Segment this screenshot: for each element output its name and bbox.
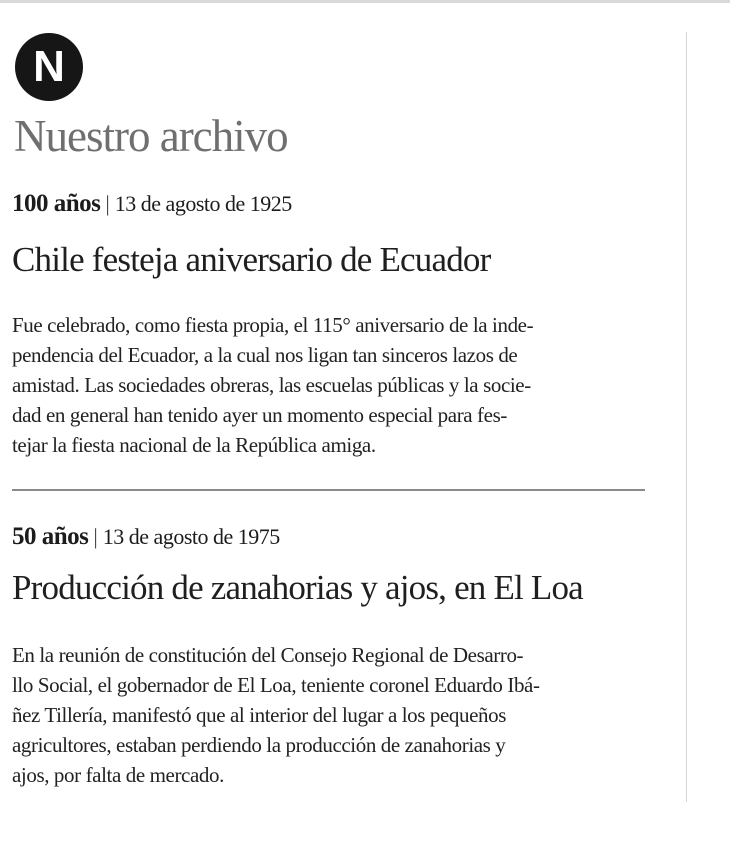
kicker-separator: | <box>105 191 110 216</box>
body-line: Fue celebrado, como fiesta propia, el 115° aniversario de la inde- <box>12 313 534 337</box>
article-kicker <box>12 523 280 551</box>
body-line: tejar la fiesta nacional de la República amiga. <box>12 433 376 457</box>
kicker-years: 50 años <box>12 523 89 550</box>
article-body <box>12 310 647 460</box>
body-line: ñez Tillería, manifestó que al interior del lugar a los pequeños <box>12 703 507 727</box>
body-line: amistad. Las sociedades obreras, las escuelas públicas y la socie- <box>12 373 531 397</box>
article-date: 13 de agosto de 1975 <box>102 524 280 549</box>
body-line: dad en general han tenido ayer un momento especial para fes- <box>12 403 507 427</box>
body-line: pendencia del Ecuador, a la cual nos ligan tan sinceros lazos de <box>12 343 518 367</box>
article-body <box>12 640 647 790</box>
article-kicker <box>12 190 292 218</box>
article-date: 13 de agosto de 1925 <box>114 191 292 216</box>
body-line: llo Social, el gobernador de El Loa, teniente coronel Eduardo Ibá- <box>12 673 540 697</box>
article-headline: Producción de zanahorias y ajos, en El Loa <box>12 568 583 607</box>
kicker-separator: | <box>93 524 98 549</box>
kicker-years: 100 años <box>12 190 101 217</box>
logo-letter: N <box>33 42 65 91</box>
article-divider <box>12 489 645 491</box>
body-line: agricultores, estaban perdiendo la producción de zanahorias y <box>12 733 506 757</box>
top-rule <box>0 0 730 3</box>
body-line: En la reunión de constitución del Consejo Regional de Desarro- <box>12 643 524 667</box>
article-headline: Chile festeja aniversario de Ecuador <box>12 240 491 279</box>
body-line: ajos, por falta de mercado. <box>12 763 224 787</box>
section-title: Nuestro archivo <box>14 111 288 161</box>
newspaper-logo-icon <box>15 33 83 101</box>
column-rule <box>686 32 687 802</box>
